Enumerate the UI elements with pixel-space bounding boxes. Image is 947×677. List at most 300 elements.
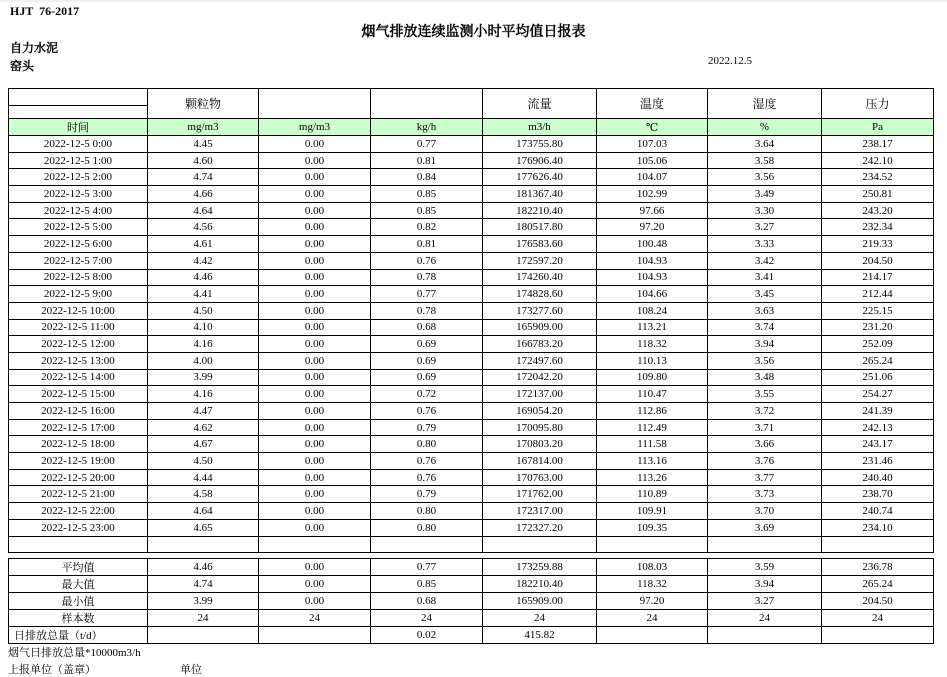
summary-value-cell: 4.46 (148, 559, 259, 576)
value-cell: 3.69 (708, 519, 822, 536)
value-cell: 240.74 (822, 503, 934, 520)
summary-value-cell: 3.99 (148, 593, 259, 610)
value-cell: 172317.00 (483, 503, 597, 520)
flow-total-note: 烟气日排放总量*10000m3/h (8, 647, 141, 659)
unit-header-cell: 时间 (9, 119, 148, 136)
time-cell: 2022-12-5 9:00 (9, 286, 148, 303)
time-cell: 2022-12-5 5:00 (9, 219, 148, 236)
report-unit-label: 上报单位（盖章） (8, 664, 96, 676)
value-cell: 113.16 (597, 453, 708, 470)
value-cell: 3.70 (708, 503, 822, 520)
value-cell: 4.61 (148, 236, 259, 253)
group-header-cell: 压力 (822, 89, 934, 119)
value-cell: 4.16 (148, 336, 259, 353)
summary-row (9, 627, 934, 644)
value-cell: 172597.20 (483, 252, 597, 269)
value-cell: 97.66 (597, 202, 708, 219)
value-cell: 0.00 (259, 219, 371, 236)
value-cell: 0.00 (259, 269, 371, 286)
value-cell: 232.34 (822, 219, 934, 236)
value-cell: 174828.60 (483, 286, 597, 303)
value-cell: 173277.60 (483, 302, 597, 319)
value-cell: 182210.40 (483, 202, 597, 219)
summary-value-cell: 4.74 (148, 576, 259, 593)
summary-row (9, 593, 934, 610)
value-cell: 113.21 (597, 319, 708, 336)
table-row (9, 453, 934, 470)
value-cell: 0.00 (259, 469, 371, 486)
value-cell: 3.30 (708, 202, 822, 219)
value-cell: 0.00 (259, 252, 371, 269)
value-cell: 204.50 (822, 252, 934, 269)
blank-cell (708, 536, 822, 552)
value-cell: 3.76 (708, 453, 822, 470)
value-cell: 176583.60 (483, 236, 597, 253)
summary-value-cell: 0.68 (371, 593, 483, 610)
value-cell: 240.40 (822, 469, 934, 486)
value-cell: 0.76 (371, 469, 483, 486)
summary-label-cell: 样本数 (9, 610, 148, 627)
value-cell: 0.00 (259, 453, 371, 470)
summary-value-cell (148, 627, 259, 644)
value-cell: 3.64 (708, 136, 822, 153)
blank-cell (597, 536, 708, 552)
blank-cell (148, 536, 259, 552)
value-cell: 0.76 (371, 403, 483, 420)
time-cell: 2022-12-5 19:00 (9, 453, 148, 470)
summary-row (9, 610, 934, 627)
value-cell: 0.80 (371, 519, 483, 536)
monitor-point: 窑头 (10, 59, 35, 73)
group-header-cell: 流量 (483, 89, 597, 119)
value-cell: 225.15 (822, 302, 934, 319)
value-cell: 251.06 (822, 369, 934, 386)
value-cell: 104.93 (597, 252, 708, 269)
value-cell: 110.89 (597, 486, 708, 503)
table-row (9, 486, 934, 503)
value-cell: 0.80 (371, 503, 483, 520)
value-cell: 0.00 (259, 403, 371, 420)
table-row (9, 252, 934, 269)
summary-value-cell (708, 627, 822, 644)
time-cell: 2022-12-5 22:00 (9, 503, 148, 520)
summary-value-cell: 24 (708, 610, 822, 627)
value-cell: 4.00 (148, 352, 259, 369)
value-cell: 172327.20 (483, 519, 597, 536)
value-cell: 243.17 (822, 436, 934, 453)
table-row (9, 152, 934, 169)
value-cell: 0.85 (371, 202, 483, 219)
value-cell: 107.03 (597, 136, 708, 153)
value-cell: 170803.20 (483, 436, 597, 453)
table-body (9, 136, 934, 553)
summary-value-cell: 24 (597, 610, 708, 627)
summary-value-cell: 0.02 (371, 627, 483, 644)
value-cell: 0.00 (259, 369, 371, 386)
unit-header-cell: % (708, 119, 822, 136)
value-cell: 265.24 (822, 352, 934, 369)
value-cell: 3.56 (708, 352, 822, 369)
table-row (9, 319, 934, 336)
value-cell: 172042.20 (483, 369, 597, 386)
summary-value-cell: 97.20 (597, 593, 708, 610)
value-cell: 174260.40 (483, 269, 597, 286)
summary-value-cell: 182210.40 (483, 576, 597, 593)
value-cell: 214.17 (822, 269, 934, 286)
value-cell: 231.46 (822, 453, 934, 470)
summary-value-cell: 24 (148, 610, 259, 627)
table-row (9, 202, 934, 219)
value-cell: 3.33 (708, 236, 822, 253)
value-cell: 4.58 (148, 486, 259, 503)
table-row (9, 269, 934, 286)
summary-body (9, 559, 934, 644)
table-row (9, 469, 934, 486)
table-row (9, 169, 934, 186)
value-cell: 112.86 (597, 403, 708, 420)
summary-value-cell: 204.50 (822, 593, 934, 610)
summary-value-cell: 0.00 (259, 559, 371, 576)
value-cell: 113.26 (597, 469, 708, 486)
value-cell: 3.27 (708, 219, 822, 236)
table-row (9, 352, 934, 369)
value-cell: 3.45 (708, 286, 822, 303)
summary-value-cell (259, 627, 371, 644)
unit-header-cell: m3/h (483, 119, 597, 136)
table-row (9, 369, 934, 386)
value-cell: 4.74 (148, 169, 259, 186)
summary-row (9, 559, 934, 576)
value-cell: 109.35 (597, 519, 708, 536)
summary-value-cell: 24 (371, 610, 483, 627)
value-cell: 4.50 (148, 453, 259, 470)
time-cell: 2022-12-5 6:00 (9, 236, 148, 253)
value-cell: 0.00 (259, 236, 371, 253)
value-cell: 109.80 (597, 369, 708, 386)
unit-header-cell: mg/m3 (148, 119, 259, 136)
summary-value-cell: 24 (259, 610, 371, 627)
value-cell: 3.49 (708, 186, 822, 203)
summary-value-cell (597, 627, 708, 644)
value-cell: 0.00 (259, 503, 371, 520)
value-cell: 252.09 (822, 336, 934, 353)
value-cell: 0.82 (371, 219, 483, 236)
standard-code: HJT 76-2017 (10, 4, 80, 18)
value-cell: 112.49 (597, 419, 708, 436)
value-cell: 0.85 (371, 186, 483, 203)
header-empty-cell (9, 89, 148, 106)
value-cell: 234.10 (822, 519, 934, 536)
summary-label-cell: 平均值 (9, 559, 148, 576)
value-cell: 170763.00 (483, 469, 597, 486)
table-row (9, 436, 934, 453)
summary-label-cell: 最大值 (9, 576, 148, 593)
value-cell: 3.99 (148, 369, 259, 386)
value-cell: 212.44 (822, 286, 934, 303)
summary-label-cell: 日排放总量（t/d） (9, 627, 148, 644)
group-header-cell (371, 89, 483, 119)
value-cell: 180517.80 (483, 219, 597, 236)
value-cell: 0.00 (259, 486, 371, 503)
summary-value-cell: 3.94 (708, 576, 822, 593)
summary-value-cell: 415.82 (483, 627, 597, 644)
summary-value-cell: 165909.00 (483, 593, 597, 610)
time-cell: 2022-12-5 12:00 (9, 336, 148, 353)
summary-label-cell: 最小值 (9, 593, 148, 610)
value-cell: 0.76 (371, 453, 483, 470)
header-empty-cell (9, 106, 148, 119)
value-cell: 0.00 (259, 386, 371, 403)
value-cell: 234.52 (822, 169, 934, 186)
table-row (9, 519, 934, 536)
value-cell: 0.00 (259, 319, 371, 336)
value-cell: 166783.20 (483, 336, 597, 353)
unit-header-cell: mg/m3 (259, 119, 371, 136)
group-header-cell: 颗粒物 (148, 89, 259, 119)
table-row (9, 419, 934, 436)
summary-table (8, 558, 934, 644)
value-cell: 171762.00 (483, 486, 597, 503)
value-cell: 4.64 (148, 503, 259, 520)
value-cell: 111.58 (597, 436, 708, 453)
summary-value-cell: 236.78 (822, 559, 934, 576)
value-cell: 243.20 (822, 202, 934, 219)
unit-label: 单位 (180, 664, 202, 676)
value-cell: 3.48 (708, 369, 822, 386)
value-cell: 0.81 (371, 152, 483, 169)
value-cell: 0.77 (371, 286, 483, 303)
value-cell: 0.79 (371, 419, 483, 436)
value-cell: 254.27 (822, 386, 934, 403)
summary-value-cell: 108.03 (597, 559, 708, 576)
unit-header-cell: Pa (822, 119, 934, 136)
value-cell: 0.77 (371, 136, 483, 153)
time-cell: 2022-12-5 13:00 (9, 352, 148, 369)
table-row (9, 236, 934, 253)
value-cell: 3.72 (708, 403, 822, 420)
report-title: 烟气排放连续监测小时平均值日报表 (361, 25, 586, 40)
value-cell: 250.81 (822, 186, 934, 203)
value-cell: 4.60 (148, 152, 259, 169)
value-cell: 3.58 (708, 152, 822, 169)
summary-value-cell: 173259.88 (483, 559, 597, 576)
summary-value-cell: 3.27 (708, 593, 822, 610)
summary-value-cell: 265.24 (822, 576, 934, 593)
value-cell: 242.13 (822, 419, 934, 436)
value-cell: 3.63 (708, 302, 822, 319)
summary-value-cell: 0.77 (371, 559, 483, 576)
value-cell: 4.16 (148, 386, 259, 403)
table-row (9, 302, 934, 319)
value-cell: 3.66 (708, 436, 822, 453)
summary-value-cell: 3.59 (708, 559, 822, 576)
value-cell: 0.00 (259, 336, 371, 353)
value-cell: 0.00 (259, 202, 371, 219)
time-cell: 2022-12-5 0:00 (9, 136, 148, 153)
value-cell: 172137.00 (483, 386, 597, 403)
value-cell: 4.50 (148, 302, 259, 319)
time-cell: 2022-12-5 17:00 (9, 419, 148, 436)
summary-value-cell: 0.85 (371, 576, 483, 593)
value-cell: 0.80 (371, 436, 483, 453)
value-cell: 238.17 (822, 136, 934, 153)
value-cell: 4.10 (148, 319, 259, 336)
time-cell: 2022-12-5 14:00 (9, 369, 148, 386)
value-cell: 4.56 (148, 219, 259, 236)
value-cell: 0.00 (259, 419, 371, 436)
value-cell: 4.62 (148, 419, 259, 436)
value-cell: 0.78 (371, 302, 483, 319)
value-cell: 0.79 (371, 486, 483, 503)
summary-value-cell (822, 627, 934, 644)
blank-cell (371, 536, 483, 552)
value-cell: 3.94 (708, 336, 822, 353)
hourly-data-table (8, 88, 934, 553)
value-cell: 173755.80 (483, 136, 597, 153)
value-cell: 0.78 (371, 269, 483, 286)
report-date: 2022.12.5 (708, 55, 752, 67)
time-cell: 2022-12-5 21:00 (9, 486, 148, 503)
blank-cell (822, 536, 934, 552)
value-cell: 104.07 (597, 169, 708, 186)
value-cell: 104.66 (597, 286, 708, 303)
value-cell: 0.69 (371, 336, 483, 353)
page-edge-strip (0, 0, 947, 2)
value-cell: 4.64 (148, 202, 259, 219)
value-cell: 0.00 (259, 136, 371, 153)
value-cell: 100.48 (597, 236, 708, 253)
value-cell: 0.00 (259, 152, 371, 169)
time-cell: 2022-12-5 18:00 (9, 436, 148, 453)
value-cell: 242.10 (822, 152, 934, 169)
table-row (9, 403, 934, 420)
unit-header-cell: ℃ (597, 119, 708, 136)
value-cell: 0.81 (371, 236, 483, 253)
value-cell: 0.00 (259, 519, 371, 536)
time-cell: 2022-12-5 11:00 (9, 319, 148, 336)
value-cell: 4.41 (148, 286, 259, 303)
value-cell: 241.39 (822, 403, 934, 420)
time-cell: 2022-12-5 15:00 (9, 386, 148, 403)
value-cell: 3.55 (708, 386, 822, 403)
table-row (9, 386, 934, 403)
value-cell: 0.00 (259, 436, 371, 453)
value-cell: 0.00 (259, 186, 371, 203)
time-cell: 2022-12-5 23:00 (9, 519, 148, 536)
value-cell: 3.41 (708, 269, 822, 286)
table-row (9, 136, 934, 153)
group-header-cell: 湿度 (708, 89, 822, 119)
value-cell: 0.00 (259, 286, 371, 303)
value-cell: 0.68 (371, 319, 483, 336)
summary-value-cell: 0.00 (259, 593, 371, 610)
table-header (9, 89, 934, 136)
table-row (9, 219, 934, 236)
summary-value-cell: 24 (822, 610, 934, 627)
table-row (9, 336, 934, 353)
group-header-cell: 温度 (597, 89, 708, 119)
value-cell: 169054.20 (483, 403, 597, 420)
summary-value-cell: 24 (483, 610, 597, 627)
table-row (9, 186, 934, 203)
summary-row (9, 576, 934, 593)
value-cell: 105.06 (597, 152, 708, 169)
table-row (9, 503, 934, 520)
group-header-cell (259, 89, 371, 119)
value-cell: 4.66 (148, 186, 259, 203)
value-cell: 170095.80 (483, 419, 597, 436)
value-cell: 3.73 (708, 486, 822, 503)
value-cell: 0.84 (371, 169, 483, 186)
table-row (9, 286, 934, 303)
value-cell: 118.32 (597, 336, 708, 353)
time-cell: 2022-12-5 7:00 (9, 252, 148, 269)
company-name: 自力水泥 (10, 41, 59, 55)
value-cell: 3.71 (708, 419, 822, 436)
value-cell: 0.69 (371, 352, 483, 369)
value-cell: 110.47 (597, 386, 708, 403)
value-cell: 3.56 (708, 169, 822, 186)
value-cell: 167814.00 (483, 453, 597, 470)
value-cell: 4.46 (148, 269, 259, 286)
value-cell: 172497.60 (483, 352, 597, 369)
time-cell: 2022-12-5 8:00 (9, 269, 148, 286)
value-cell: 3.42 (708, 252, 822, 269)
value-cell: 3.77 (708, 469, 822, 486)
value-cell: 110.13 (597, 352, 708, 369)
value-cell: 3.74 (708, 319, 822, 336)
value-cell: 0.00 (259, 169, 371, 186)
value-cell: 4.47 (148, 403, 259, 420)
value-cell: 109.91 (597, 503, 708, 520)
blank-cell (259, 536, 371, 552)
value-cell: 4.44 (148, 469, 259, 486)
time-cell: 2022-12-5 10:00 (9, 302, 148, 319)
value-cell: 0.00 (259, 302, 371, 319)
blank-cell (9, 536, 148, 552)
value-cell: 0.00 (259, 352, 371, 369)
value-cell: 102.99 (597, 186, 708, 203)
value-cell: 0.76 (371, 252, 483, 269)
blank-row (9, 536, 934, 552)
time-cell: 2022-12-5 20:00 (9, 469, 148, 486)
summary-value-cell: 0.00 (259, 576, 371, 593)
value-cell: 4.67 (148, 436, 259, 453)
value-cell: 219.33 (822, 236, 934, 253)
value-cell: 4.45 (148, 136, 259, 153)
summary-value-cell: 118.32 (597, 576, 708, 593)
value-cell: 177626.40 (483, 169, 597, 186)
time-cell: 2022-12-5 4:00 (9, 202, 148, 219)
value-cell: 165909.00 (483, 319, 597, 336)
blank-cell (483, 536, 597, 552)
time-cell: 2022-12-5 16:00 (9, 403, 148, 420)
value-cell: 0.69 (371, 369, 483, 386)
time-cell: 2022-12-5 2:00 (9, 169, 148, 186)
time-cell: 2022-12-5 1:00 (9, 152, 148, 169)
value-cell: 0.72 (371, 386, 483, 403)
value-cell: 108.24 (597, 302, 708, 319)
value-cell: 176906.40 (483, 152, 597, 169)
unit-header-cell: kg/h (371, 119, 483, 136)
value-cell: 231.20 (822, 319, 934, 336)
value-cell: 4.42 (148, 252, 259, 269)
value-cell: 238.70 (822, 486, 934, 503)
value-cell: 181367.40 (483, 186, 597, 203)
value-cell: 4.65 (148, 519, 259, 536)
value-cell: 97.20 (597, 219, 708, 236)
time-cell: 2022-12-5 3:00 (9, 186, 148, 203)
